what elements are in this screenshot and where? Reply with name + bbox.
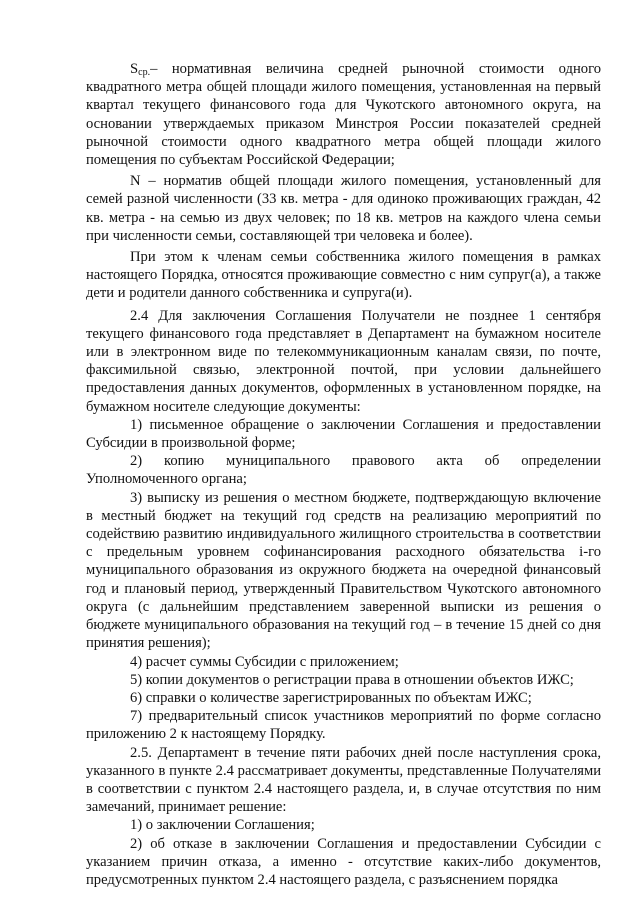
paragraph-s-sr bbox=[86, 60, 601, 169]
list-item-2: 2) копию муниципального правового акта об определении Уполномоченного органа; bbox=[86, 453, 601, 488]
s-sr-subscript: ср. bbox=[138, 67, 151, 78]
paragraph-family-members: При этом к членам семьи собственника жилого помещения в рамках настоящего Порядка, относятся проживающие совместно с ним супруг(а), а также дети и родители данного собственника и супруга(и). bbox=[86, 249, 601, 302]
list-item-5: 5) копии документов о регистрации права в отношении объектов ИЖС; bbox=[130, 671, 574, 688]
list-item-4: 4) расчет суммы Субсидии с приложением; bbox=[130, 653, 399, 670]
list-item-3: 3) выписку из решения о местном бюджете, подтверждающую включение в местный бюджет на текущий год средств на реализацию мероприятий по содействию развитию индивидуального жилищного строительства в соответствии с предельным уровнем софинансирования расходного обязательства i-го муниципального образования из окружного бюджета на очередной финансовый год и плановый период, утвержденный Правительством Чукотского автономного округа (с дальнейшим представлением заверенной выписки из решения о бюджете муниципального образования на текущий год – в течение 15 дней со дня принятия решения); bbox=[86, 489, 601, 652]
paragraph-2-5: 2.5. Департамент в течение пяти рабочих дней после наступления срока, указанного в пункте 2.4 рассматривает документы, представленные Получателями в соответствии с пунктом 2.4 настоящего раздела, и, в случае отсутствия по ним замечаний, принимает решение: bbox=[86, 744, 601, 816]
paragraph-2-4: 2.4 Для заключения Соглашения Получатели не позднее 1 сентября текущего финансового года представляет в Департамент на бумажном носителе или в электронном виде по телекоммуникационным каналам связи, по почте, факсимильной связью, электронной почтой, при условии дальнейшего предоставления данных документов, оформленных в установленном порядке, на бумажном носителе следующие документы: bbox=[86, 307, 601, 415]
list-item-1: 1) письменное обращение о заключении Соглашения и предоставлении Субсидии в произвольной форме; bbox=[86, 416, 601, 452]
paragraph-n-norm: N – норматив общей площади жилого помещения, установленный для семей разной численности (33 кв. метра - для одиноко проживающих граждан, 42 кв. метра - на семью из двух человек; по 18 кв. метров на каждого члена семьи при численности семьи, составляющей три человека и более). bbox=[86, 173, 601, 244]
decision-item-1: 1) о заключении Соглашения; bbox=[130, 817, 315, 834]
document-page bbox=[86, 60, 601, 889]
list-item-6: 6) справки о количестве зарегистрированных по объектам ИЖС; bbox=[130, 689, 532, 706]
s-sr-definition: – нормативная величина средней рыночной стоимости одного квадратного метра общей площади жилого помещения, установленная на первый квартал текущего финансового года для Чукотского автономного округа, на основании утверждаемых приказом Минстроя России показателей средней рыночной стоимости одного квадратного метра общей площади жилого помещения по субъектам Российской Федерации; bbox=[86, 61, 601, 169]
s-sr-symbol: S bbox=[130, 61, 139, 77]
list-item-7: 7) предварительный список участников мероприятий по форме согласно приложению 2 к настоящему Порядку. bbox=[86, 708, 601, 743]
decision-item-2: 2) об отказе в заключении Соглашения и предоставлении Субсидии с указанием причин отказа, а именно - отсутствие каких-либо документов, предусмотренных пунктом 2.4 настоящего раздела, с разъяснением порядка bbox=[86, 835, 601, 888]
